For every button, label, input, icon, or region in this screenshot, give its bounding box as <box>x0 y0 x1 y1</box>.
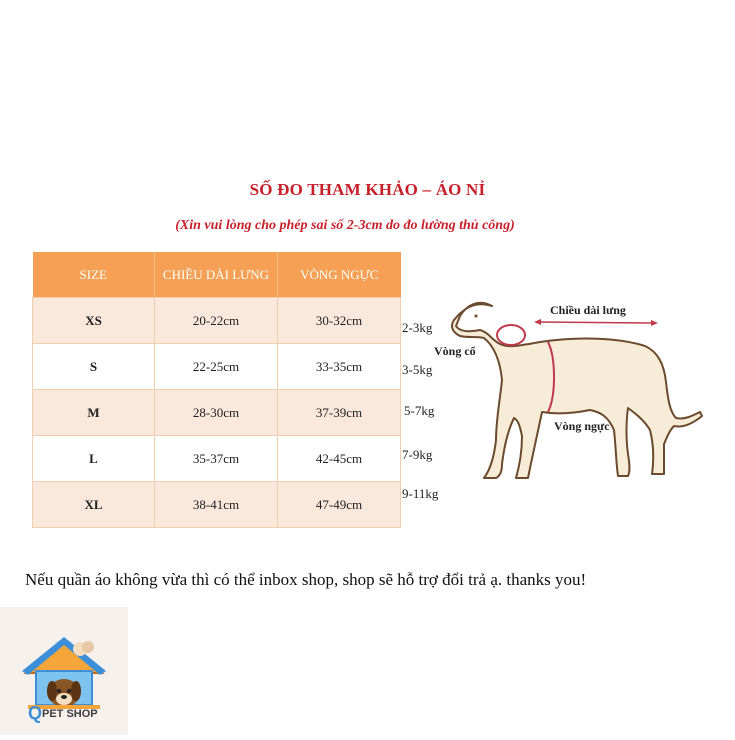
chest-cell: 30-32cm <box>278 298 401 344</box>
size-cell: M <box>33 390 155 436</box>
weight-label: 3-5kg <box>402 362 433 377</box>
table-row <box>33 298 401 344</box>
table-row <box>33 482 401 528</box>
dog-silhouette <box>452 303 702 478</box>
chest-cell: 37-39cm <box>278 390 401 436</box>
size-cell: S <box>33 344 155 390</box>
neck-measure-line <box>497 325 525 345</box>
back-length-cell: 20-22cm <box>155 298 278 344</box>
size-cell: XS <box>33 298 155 344</box>
logo-brand: PET SHOP <box>42 708 98 720</box>
header-chest: VÒNG NGỰC <box>278 252 401 298</box>
size-cell: L <box>33 436 155 482</box>
page-subtitle: (Xin vui lòng cho phép sai số 2-3cm do đo lường thủ công) <box>175 218 515 233</box>
weight-label: 7-9kg <box>402 447 433 462</box>
weight-label: 2-3kg <box>402 320 433 335</box>
neck-label: Vòng cổ <box>434 344 476 358</box>
header-size: SIZE <box>33 252 155 298</box>
page-title: SỐ ĐO THAM KHẢO – ÁO NỈ <box>249 180 486 199</box>
size-cell: XL <box>33 482 155 528</box>
table-row <box>33 390 401 436</box>
size-table <box>32 252 401 528</box>
weight-label: 9-11kg <box>402 486 439 501</box>
arrow-head-right <box>651 320 658 326</box>
dog-house-icon <box>0 607 128 735</box>
table-row <box>33 344 401 390</box>
back-length-cell: 35-37cm <box>155 436 278 482</box>
back-length-cell: 22-25cm <box>155 344 278 390</box>
back-length-arrow <box>538 322 654 323</box>
chest-cell: 47-49cm <box>278 482 401 528</box>
arrow-head-left <box>534 319 541 325</box>
weight-label: 5-7kg <box>404 403 435 418</box>
back-length-label: Chiều dài lưng <box>550 303 626 317</box>
dog-eye <box>475 315 478 318</box>
header-back-length: CHIỀU DÀI LƯNG <box>155 252 278 298</box>
logo-letter: Q <box>28 703 43 723</box>
back-length-cell: 38-41cm <box>155 482 278 528</box>
chest-cell: 42-45cm <box>278 436 401 482</box>
chest-label: Vòng ngực <box>554 419 610 433</box>
table-row <box>33 436 401 482</box>
table-header-row <box>33 252 401 298</box>
chest-cell: 33-35cm <box>278 344 401 390</box>
exchange-note: Nếu quần áo không vừa thì có thể inbox shop, shop sẽ hỗ trợ đổi trả ạ. thanks you! <box>25 570 587 589</box>
dog-measurement-diagram <box>430 290 710 490</box>
back-length-cell: 28-30cm <box>155 390 278 436</box>
shop-logo <box>0 607 128 735</box>
